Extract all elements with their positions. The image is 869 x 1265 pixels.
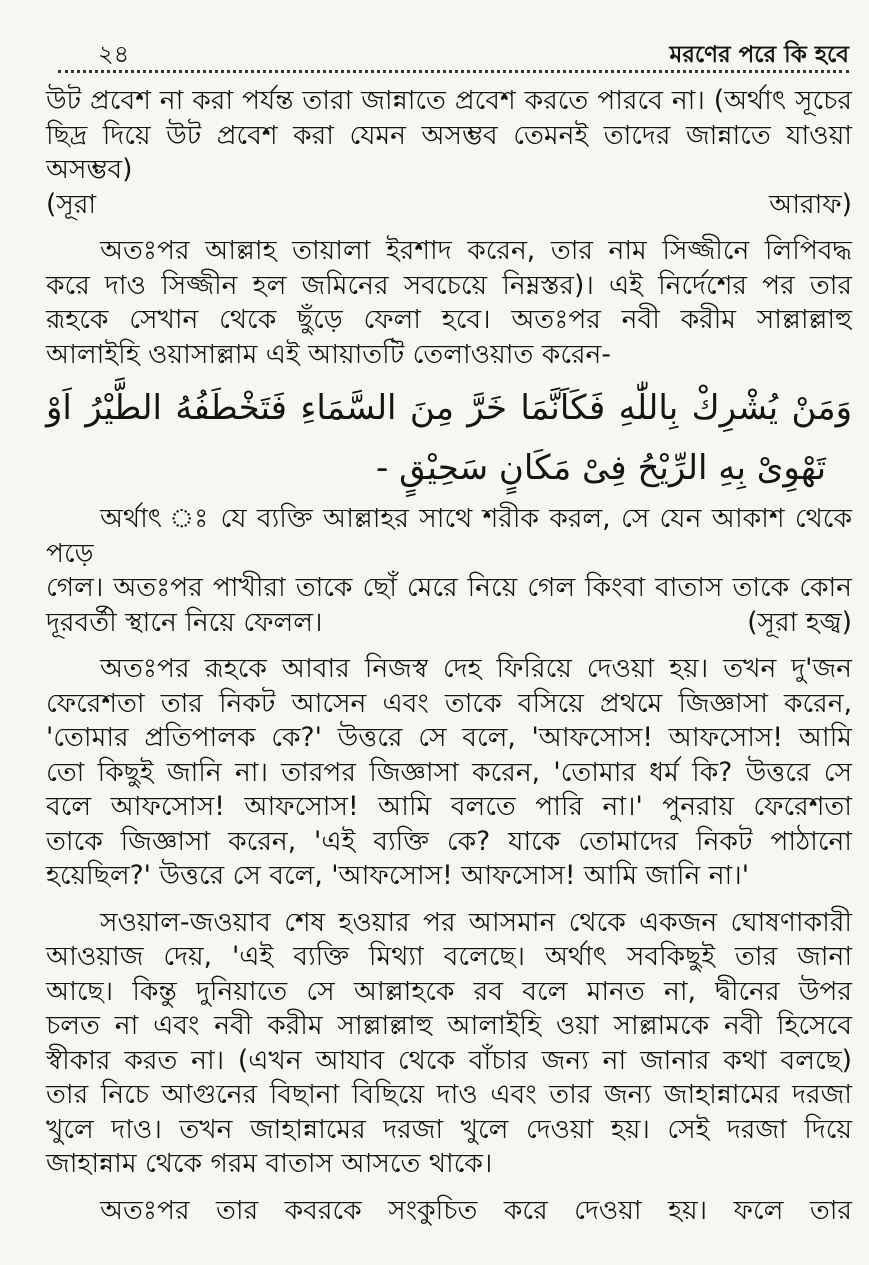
- text-line: অতঃপর আল্লাহ তায়ালা ইরশাদ করেন, তার নাম সিজ্জীনে লিপিবদ্ধ: [100, 235, 852, 266]
- text-line-tail: দূরবর্তী স্থানে নিয়ে ফেলল।: [46, 606, 323, 638]
- text-line: আওয়াজ দেয়, 'এই ব্যক্তি মিথ্যা বলেছে। অর্থাৎ সবকিছুই তার জানা: [46, 941, 852, 972]
- text-line: আছে। কিন্তু দুনিয়াতে সে আল্লাহকে রব বলে মানত না, দ্বীনের উপর: [46, 975, 852, 1007]
- text-line: [46, 606, 852, 641]
- text-line: উট প্রবেশ না করা পর্যন্ত তারা জান্নাতে প্রবেশ করতে পারবে না। (অর্থাৎ সূচের: [46, 85, 852, 116]
- arabic-line: تَهْوِىْ بِهِ الرِّيْحُ فِىْ مَكَانٍ سَحِيْقٍ -: [376, 448, 827, 488]
- text-line: ছিদ্র দিয়ে উট প্রবেশ করা যেমন অসম্ভব তেমনই তাদের জান্নাতে যাওয়া অসম্ভব): [46, 119, 852, 185]
- text-line: তার নিচে আগুনের বিছানা বিছিয়ে দাও এবং তার জন্য জাহান্নামের দরজা: [46, 1079, 852, 1110]
- text-line: সওয়াল-জওয়াব শেষ হওয়ার পর আসমান থেকে একজন ঘোষণাকারী: [100, 906, 852, 938]
- citation-araf: (সূরা আরাফ): [46, 188, 852, 220]
- text-line: খুলে দাও। তখন জাহান্নামের দরজা খুলে দেওয়া হয়। সেই দরজা দিয়ে: [46, 1113, 852, 1145]
- text-line: স্বীকার করত না। (এখন আযাব থেকে বাঁচার জন্য না জানার কথা বলছে): [46, 1044, 852, 1076]
- arabic-verse: [46, 378, 852, 498]
- running-title: মরণের পরে কি হবে: [669, 42, 849, 68]
- text-line: তাকে জিজ্ঞাসা করেন, 'এই ব্যক্তি কে? যাকে তোমাদের নিকট পাঠানো: [46, 825, 852, 857]
- text-line: রূহকে সেখান থেকে ছুঁড়ে ফেলা হবে। অতঃপর নবী করীম সাল্লাল্লাহু: [46, 304, 852, 335]
- text-line: জাহান্নাম থেকে গরম বাতাস আসতে থাকে।: [46, 1148, 493, 1179]
- text-line: আলাইহি ওয়াসাল্লাম এই আয়াতটি তেলাওয়াত করেন-: [46, 338, 611, 370]
- text-line: বলে আফসোস! আফসোস! আমি বলতে পারি না।' পুনরায় ফেরেশতা: [46, 791, 852, 822]
- text-line: করে দাও সিজ্জীন হল জমিনের সবচেয়ে নিম্নস্তর)। এই নির্দেশের পর তার: [46, 269, 852, 301]
- page-body: [46, 84, 852, 1228]
- page-header: [40, 34, 849, 72]
- text-line: গেল। অতঃপর পাখীরা তাকে ছোঁ মেরে নিয়ে গেল কিংবা বাতাস তাকে কোন: [46, 572, 852, 603]
- arabic-line: وَمَنْ يُشْرِكْ بِاللّٰهِ فَكَاَنَّمَا خَرَّ مِنَ السَّمَاءِ فَتَخْطَفُهُ الطَّيْرُ اَوْ: [46, 388, 852, 428]
- text-line: তো কিছুই জানি না। তারপর জিজ্ঞাসা করেন, 'তোমার ধর্ম কি? উত্তরে সে: [46, 756, 852, 788]
- text-line: 'তোমার প্রতিপালক কে?' উত্তরে সে বলে, 'আফসোস! আফসোস! আমি: [46, 722, 852, 753]
- citation-hajj: (সূরা হজ্ব): [747, 606, 852, 638]
- text-line: অর্থাৎ ঃ যে ব্যক্তি আল্লাহর সাথে শরীক করল, সে যেন আকাশ থেকে পড়ে: [46, 503, 852, 569]
- text-line: ফেরেশতা তার নিকট আসেন এবং তাকে বসিয়ে প্রথমে জিজ্ঞাসা করেন,: [46, 687, 852, 719]
- page-number: ২৪: [98, 40, 130, 68]
- text-line: অতঃপর রূহকে আবার নিজস্ব দেহ ফিরিয়ে দেওয়া হয়। তখন দু'জন: [100, 653, 852, 684]
- text-line: অতঃপর তার কবরকে সংকুচিত করে দেওয়া হয়। ফলে তার: [100, 1194, 852, 1226]
- text-line: হয়েছিল?' উত্তরে সে বলে, 'আফসোস! আফসোস! আমি জানি না।': [46, 860, 749, 891]
- header-dotted-rule: [58, 70, 849, 73]
- text-line: চলত না এবং নবী করীম সাল্লাল্লাহু আলাইহি ওয়া সাল্লামকে নবী হিসেবে: [46, 1010, 852, 1041]
